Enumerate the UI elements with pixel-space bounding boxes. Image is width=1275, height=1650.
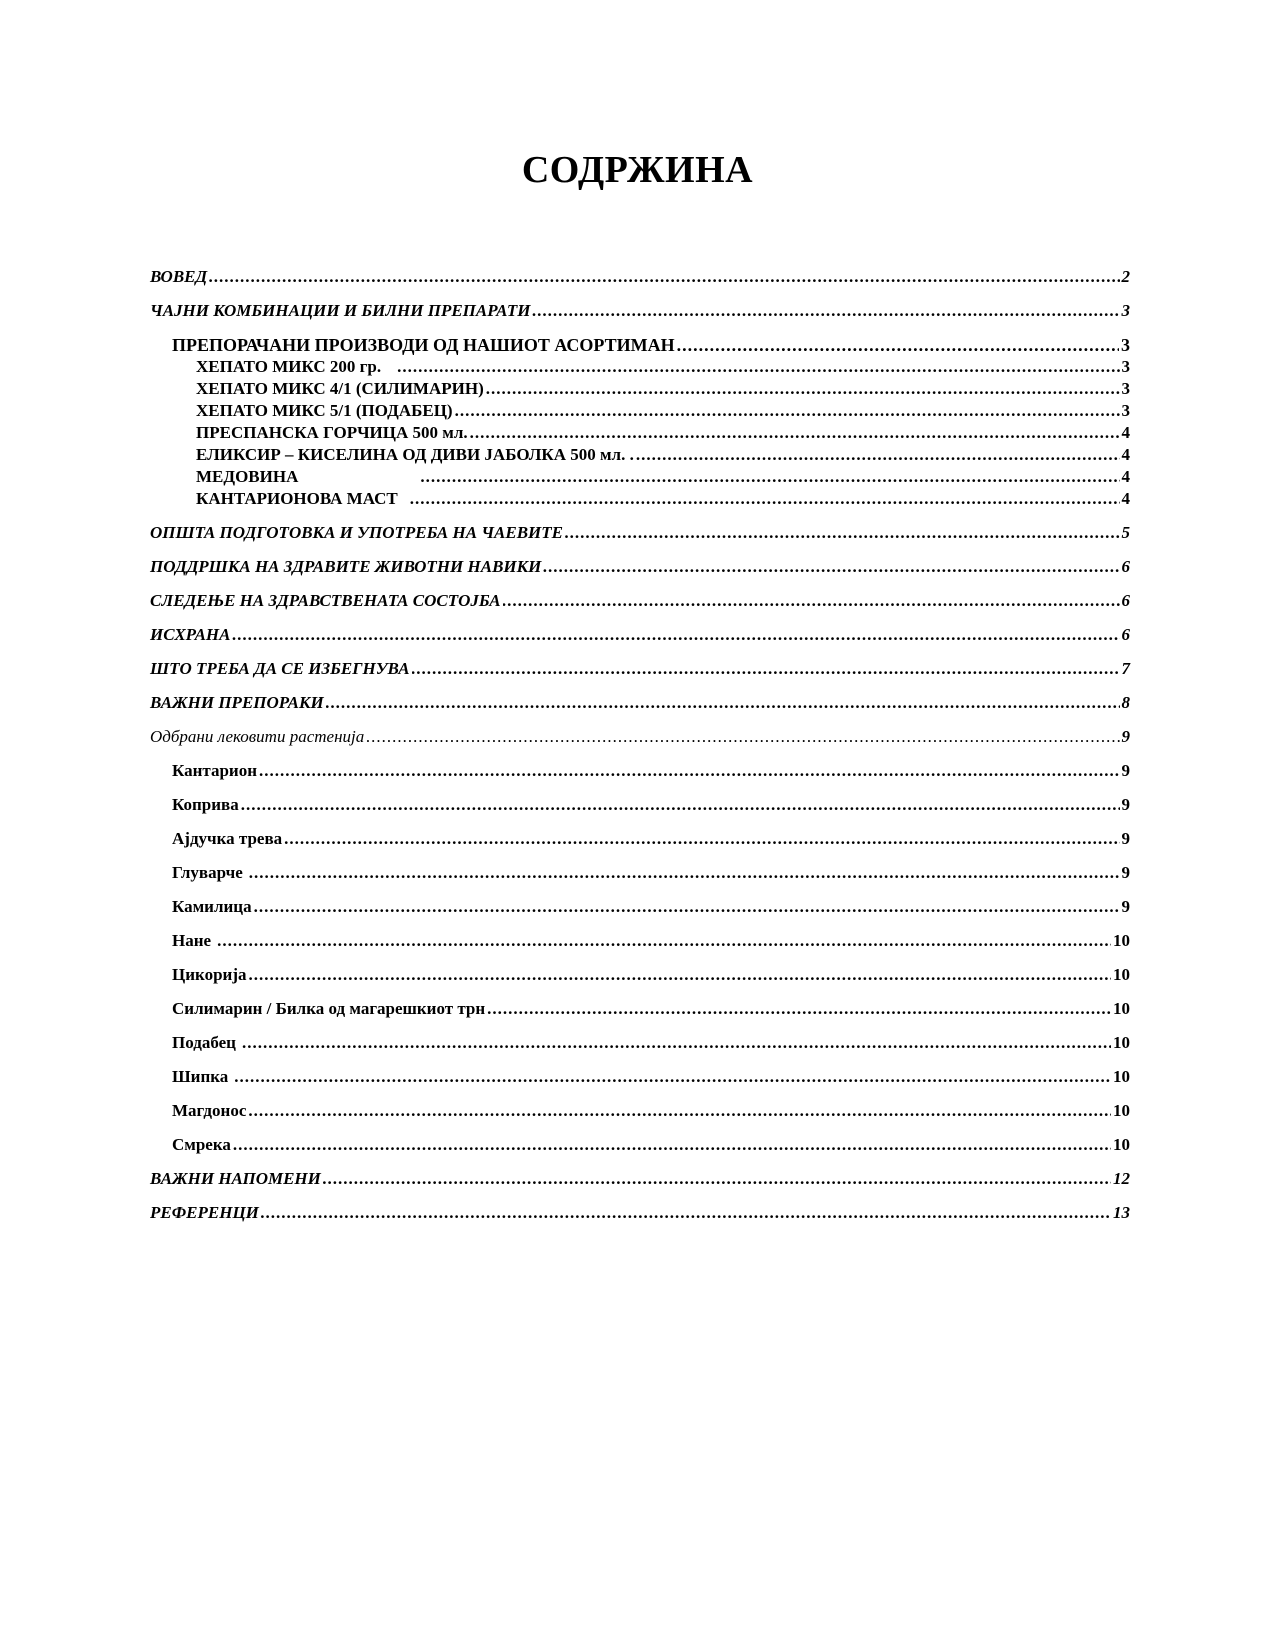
toc-entry-page: 10 — [1113, 1033, 1130, 1052]
toc-entry-page: 9 — [1121, 863, 1130, 882]
toc-entry-page: 9 — [1121, 761, 1130, 780]
toc-entry[interactable] — [172, 334, 1130, 356]
toc-entry[interactable] — [172, 862, 1130, 884]
toc-entry-label: ХЕПАТО МИКС 200 гр. — [196, 357, 382, 376]
toc-entry[interactable] — [196, 378, 1130, 400]
toc-entry[interactable] — [172, 964, 1130, 986]
toc-entry[interactable] — [172, 1066, 1130, 1088]
toc-entry-label: Смрека — [172, 1135, 231, 1154]
toc-entry-page: 10 — [1113, 1135, 1130, 1154]
toc-entry-page: 10 — [1113, 965, 1130, 984]
toc-entry-label: МЕДОВИНА — [196, 467, 299, 486]
toc-entry[interactable] — [196, 488, 1130, 510]
toc-entry-label: ЧАЈНИ КОМБИНАЦИИ И БИЛНИ ПРЕПАРАТИ — [150, 301, 531, 320]
toc-entry-page: 9 — [1121, 795, 1130, 814]
page-title: СОДРЖИНА — [521, 149, 754, 191]
toc-entry-page: 3 — [1121, 335, 1130, 355]
toc-entry[interactable] — [150, 1168, 1130, 1190]
toc-entry-label: Силимарин / Билка од магарешкиот трн — [172, 999, 486, 1018]
toc-entry-page: 4 — [1121, 423, 1130, 442]
toc-entry-label: ВАЖНИ ПРЕПОРАКИ — [150, 693, 324, 712]
toc-entry-page: 10 — [1113, 931, 1130, 950]
toc-entry-page: 3 — [1121, 379, 1130, 398]
toc-entry-label: ШТО ТРЕБА ДА СЕ ИЗБЕГНУВА — [150, 659, 410, 678]
toc-entry-label: Камилица — [172, 897, 252, 916]
toc-entry-label: ЕЛИКСИР – КИСЕЛИНА ОД ДИВИ ЈАБОЛКА 500 мл. . — [196, 445, 634, 464]
toc-entry-label: ПОДДРШКА НА ЗДРАВИТЕ ЖИВОТНИ НАВИКИ — [150, 557, 542, 576]
toc-entry[interactable] — [172, 930, 1130, 952]
toc-entry-page: 4 — [1121, 489, 1130, 508]
toc-entry-page: 8 — [1121, 693, 1130, 712]
toc-entry[interactable] — [150, 590, 1130, 612]
toc-entry-label: СЛЕДЕЊЕ НА ЗДРАВСТВЕНАТА СОСТОЈБА — [150, 591, 501, 610]
toc-entry-page: 10 — [1113, 1101, 1130, 1120]
toc-entry[interactable] — [150, 658, 1130, 680]
toc-entry-label: ХЕПАТО МИКС 5/1 (ПОДАБЕЦ) — [196, 401, 453, 420]
toc-entry-page: 12 — [1113, 1169, 1130, 1188]
toc-entry-label: РЕФЕРЕНЦИ — [150, 1203, 259, 1222]
toc-entry-page: 10 — [1113, 999, 1130, 1018]
toc-entry-label: ПРЕПОРАЧАНИ ПРОИЗВОДИ ОД НАШИОТ АСОРТИМАН — [172, 335, 675, 355]
toc-entry-page: 4 — [1121, 467, 1130, 486]
toc-entry-page: 10 — [1113, 1067, 1130, 1086]
toc-entry[interactable] — [150, 624, 1130, 646]
toc-entry-page: 6 — [1121, 625, 1130, 644]
toc-entry-page: 6 — [1121, 557, 1130, 576]
toc-entry-label: Глуварче — [172, 863, 243, 882]
toc-entry-label: Цикорија — [172, 965, 247, 984]
toc-entry-page: 9 — [1121, 897, 1130, 916]
toc-entry-label: КАНТАРИОНОВА МАСТ — [196, 489, 398, 508]
toc-entry[interactable] — [172, 1100, 1130, 1122]
toc-entry[interactable] — [172, 828, 1130, 850]
toc-entry[interactable] — [196, 400, 1130, 422]
toc-entry[interactable] — [172, 1134, 1130, 1156]
toc-entry[interactable] — [196, 356, 1130, 378]
toc-entry[interactable] — [196, 466, 1130, 488]
toc-entry-label: ВОВЕД — [150, 267, 208, 286]
toc-entry[interactable] — [172, 896, 1130, 918]
toc-entry[interactable] — [150, 692, 1130, 714]
toc-entry[interactable] — [172, 1032, 1130, 1054]
toc-entry-label: Шипка — [172, 1067, 229, 1086]
toc-entry[interactable] — [172, 794, 1130, 816]
toc-entry[interactable] — [196, 444, 1130, 466]
toc-entry-label: ПРЕСПАНСКА ГОРЧИЦА 500 мл. — [196, 423, 468, 442]
toc-entry-page: 9 — [1121, 727, 1130, 746]
toc-entry-label: ХЕПАТО МИКС 4/1 (СИЛИМАРИН) — [196, 379, 484, 398]
toc-entry-page: 6 — [1121, 591, 1130, 610]
toc-entry[interactable] — [150, 266, 1130, 288]
toc-entry[interactable] — [150, 1202, 1130, 1224]
toc-entry-label: Нане — [172, 931, 212, 950]
toc-entry-label: Подабец — [172, 1033, 236, 1052]
toc-entry-label: Кантарион — [172, 761, 257, 780]
toc-entry-label: Одбрани лековити растенија — [150, 727, 365, 746]
toc-entry-page: 7 — [1121, 659, 1130, 678]
toc-entry[interactable] — [150, 300, 1130, 322]
toc-entry-label: Магдонос — [172, 1101, 247, 1120]
toc-entry-page: 5 — [1121, 523, 1130, 542]
toc-entry-page: 3 — [1121, 301, 1130, 320]
toc-entry[interactable] — [150, 726, 1130, 748]
toc-entry-label: ИСХРАНА — [150, 625, 231, 644]
toc-entry-page: 3 — [1121, 401, 1130, 420]
toc-entry[interactable] — [196, 422, 1130, 444]
toc-entry-label: Коприва — [172, 795, 239, 814]
toc-entry[interactable] — [172, 998, 1130, 1020]
toc-entry-page: 9 — [1121, 829, 1130, 848]
toc-entry-label: ВАЖНИ НАПОМЕНИ — [150, 1169, 321, 1188]
toc-entry-label: ОПШТА ПОДГОТОВКА И УПОТРЕБА НА ЧАЕВИТЕ — [150, 523, 564, 542]
toc-entry-page: 2 — [1121, 267, 1130, 286]
toc-entry-label: Ајдучка трева — [172, 829, 283, 848]
toc-entry-page: 13 — [1113, 1203, 1130, 1222]
toc-entry[interactable] — [150, 522, 1130, 544]
toc-entry[interactable] — [150, 556, 1130, 578]
toc-entry[interactable] — [172, 760, 1130, 782]
toc-entry-page: 3 — [1121, 357, 1130, 376]
toc-entry-page: 4 — [1121, 445, 1130, 464]
